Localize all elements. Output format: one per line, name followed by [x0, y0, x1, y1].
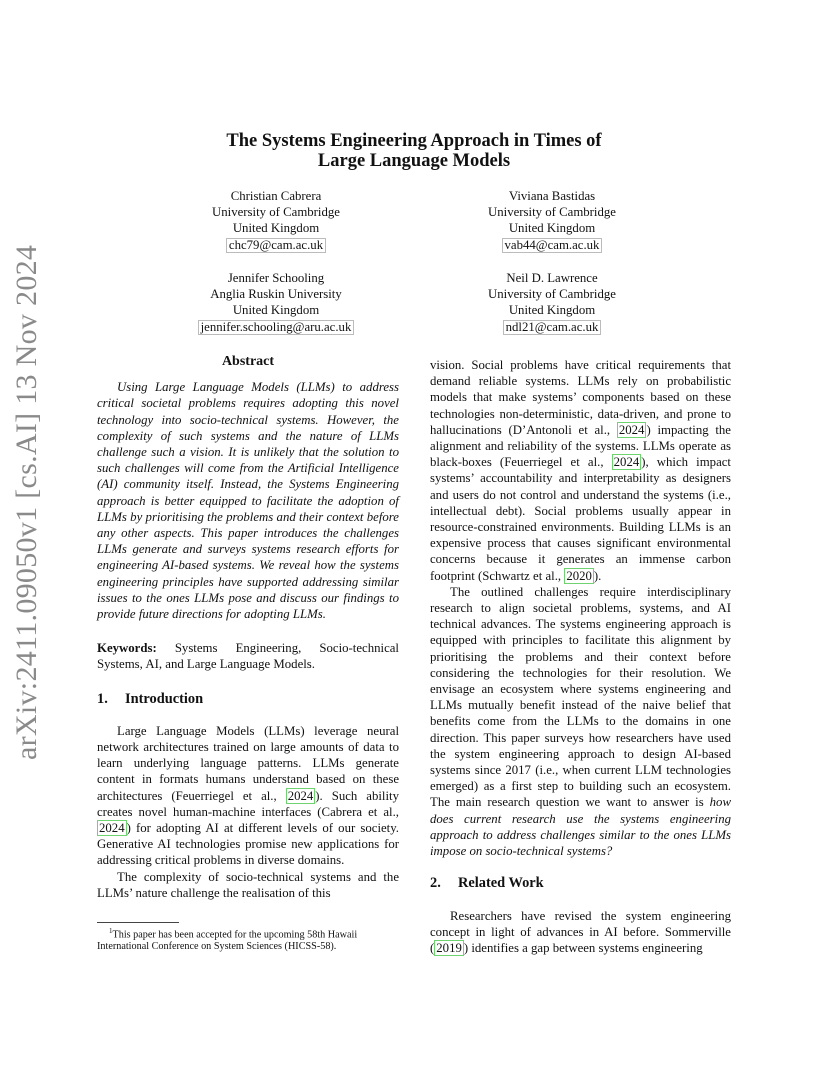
title-line-2: Large Language Models — [317, 151, 511, 171]
section-number: 1. — [97, 690, 108, 707]
author-affiliation: University of Cambridge — [488, 287, 616, 302]
abstract-heading: Abstract — [221, 354, 275, 369]
research-question: how does current research use the systems engineering approach to address challenges similar to the ones LLMs impose on socio-technical systems? — [430, 795, 731, 859]
text-run: ). — [593, 568, 602, 583]
citation-link[interactable]: 2020 — [566, 568, 592, 583]
author-country: United Kingdom — [508, 221, 596, 236]
intro-paragraph-3 — [430, 584, 731, 859]
author-block-4 — [422, 270, 682, 335]
author-name: Christian Cabrera — [230, 189, 322, 203]
footnote — [97, 926, 399, 952]
author-affiliation: University of Cambridge — [488, 205, 616, 220]
author-name: Jennifer Schooling — [227, 271, 325, 285]
related-paragraph-1 — [430, 908, 731, 957]
citation-link[interactable]: 2024 — [618, 422, 645, 437]
section-title: Related Work — [458, 875, 544, 892]
author-country: United Kingdom — [232, 303, 320, 318]
author-email-link[interactable]: ndl21@cam.ac.uk — [503, 320, 602, 335]
author-block-3 — [146, 270, 406, 335]
keywords-text: Systems Engineering, Socio-technical Systems, AI, and Large Language Models. — [97, 641, 399, 672]
keywords — [97, 640, 399, 672]
footnote-text: This paper has been accepted for the upcoming 58th Hawaii International Conference on System Sciences (HICSS-58). — [97, 929, 358, 952]
author-country: United Kingdom — [232, 221, 320, 236]
text-run: ), which impact systems’ accountability and interpretability as designers and users do not control and understand the systems (i.e., intellectual debt). Social problems usually appear in resource-constrained environments. Building LLMs is an expensive process that causes significant environmental concerns because it generates an immense carbon footprint (Schwartz et al., — [430, 455, 731, 583]
text-run: ) identifies a gap between systems engineering — [463, 940, 703, 955]
author-email-link[interactable]: chc79@cam.ac.uk — [226, 238, 326, 253]
text-run: vision. Social problems have critical requirements that demand reliable systems. LLMs rely on probabilistic models that make systems’ components based on these technologies non-deterministic, data-driven, and prone to hallucinations (D’Antonoli et al., — [430, 358, 731, 437]
author-affiliation: Anglia Ruskin University — [210, 287, 342, 302]
text-run: Researchers have revised the system engineering concept in light of advances in AI before. Sommerville ( — [430, 908, 731, 955]
section-number: 2. — [430, 875, 441, 892]
intro-paragraph-2: The complexity of socio-technical systems and the LLMs’ nature challenge the realisation of this — [97, 869, 399, 900]
text-run: Large Language Models (LLMs) leverage neural network architectures trained on large amounts of data to learn underlying language patterns. LLMs generate content in formats humans understand based on these architectures (Feuerriegel et al., — [97, 723, 399, 803]
left-column — [97, 354, 399, 901]
footnote-divider — [97, 922, 179, 923]
intro-paragraph-continued — [430, 357, 731, 584]
abstract-text: Using Large Language Models (LLMs) to address critical societal problems requires adopting this novel technology into socio-technical systems. However, the complexity of such systems and the nature of LLMs challenge such a vision. It is unlikely that the solution to such challenges will come from the Artificial Intelligence (AI) community itself. Instead, the Systems Engineering approach is better equipped to facilitate the adoption of LLMs by prioritising the problems and their context before any other aspects. This paper introduces the challenges LLMs generate and surveys systems research efforts for engineering AI-based systems. We reveal how the systems engineering principles have supported addressing similar issues to the ones LLMs pose and discuss our findings to provide future directions for adopting LLMs. — [97, 380, 399, 622]
author-country: United Kingdom — [508, 303, 596, 318]
section-title: Introduction — [125, 690, 204, 707]
author-email-link[interactable]: vab44@cam.ac.uk — [502, 238, 603, 253]
citation-link[interactable]: 2024 — [613, 455, 640, 470]
citation-link[interactable]: 2024 — [99, 821, 125, 836]
text-run: ) impacting the alignment and reliability of the systems. LLMs operate as black-boxes (Feuerriegel et al., — [430, 422, 731, 470]
citation-link[interactable]: 2024 — [287, 788, 314, 803]
footnote-mark: 1 — [109, 927, 113, 935]
section-heading-related-work — [430, 875, 731, 891]
paper-title — [0, 131, 828, 171]
author-email-link[interactable]: jennifer.schooling@aru.ac.uk — [198, 320, 355, 335]
author-block-1 — [146, 188, 406, 253]
section-heading-introduction — [97, 691, 399, 707]
intro-paragraph-1 — [97, 723, 399, 869]
author-block-2 — [422, 188, 682, 253]
text-run: ). Such ability creates novel human-machine interfaces (Cabrera et al., — [97, 788, 399, 819]
title-line-1: The Systems Engineering Approach in Times of — [226, 131, 602, 151]
text-run: ) for adopting AI at different levels of our society. Generative AI technologies promise new applications for addressing critical problems in diverse domains. — [97, 821, 399, 868]
author-name: Neil D. Lawrence — [506, 271, 598, 285]
right-column — [430, 357, 731, 956]
keywords-label: Keywords: — [97, 641, 157, 656]
text-run: The outlined challenges require interdisciplinary research to align societal problems, systems, and AI technical advances. The systems engineering approach is equipped with principles to facilitate this alignment by prioritising the problems and their context before considering the technologies for their resolution. We envisage an ecosystem where systems engineering and LLMs mutually benefit instead of the naive belief that benefits come from the LLMs to the domains in one direction. This paper surveys how researchers have used the system engineering approach to design AI-based systems since 2017 (i.e., when current LLM technologies emerged) as a first step to building such an ecosystem. The main research question we want to answer is — [430, 584, 731, 810]
citation-link[interactable]: 2019 — [436, 940, 462, 955]
arxiv-identifier: arXiv:2411.09050v1 [cs.AI] 13 Nov 2024 — [10, 244, 43, 760]
author-name: Viviana Bastidas — [508, 189, 596, 203]
author-affiliation: University of Cambridge — [212, 205, 340, 220]
